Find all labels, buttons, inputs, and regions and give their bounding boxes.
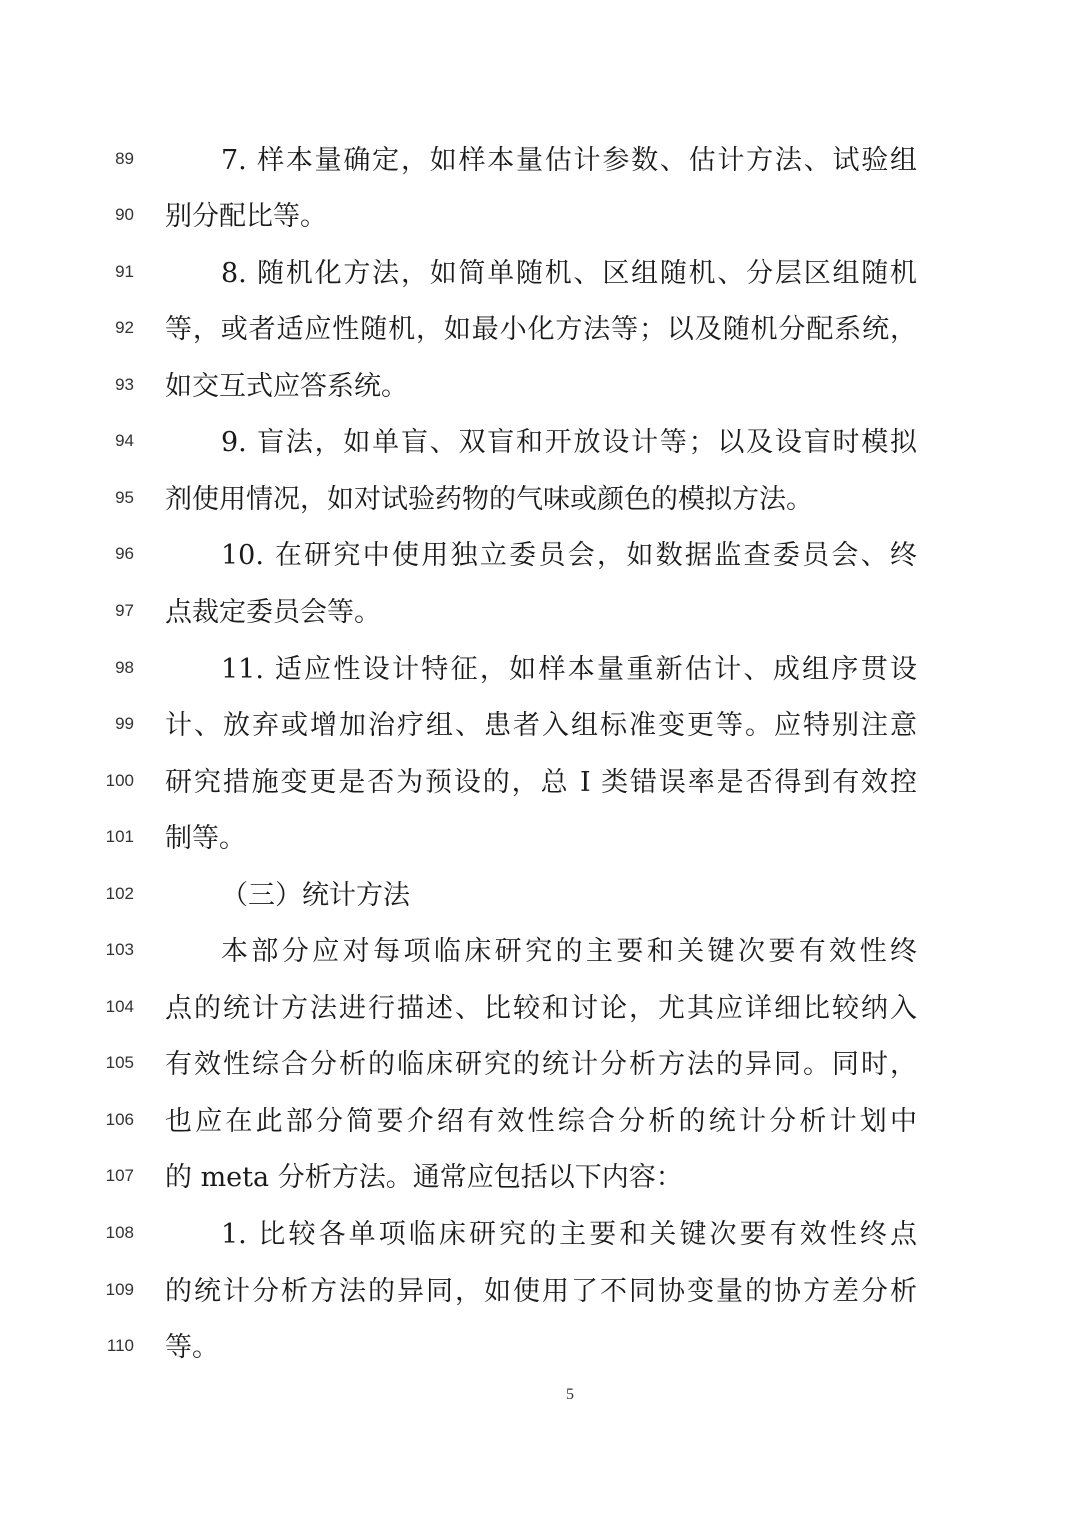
line-number: 92 [115, 318, 134, 337]
line-text: 点裁定委员会等。 [165, 597, 381, 628]
line-text: 研究措施变更是否为预设的，总 I 类错误率是否得到有效控 [165, 767, 917, 798]
text-line [0, 367, 1080, 407]
section-heading: （三）统计方法 [221, 880, 410, 911]
line-text: 的 meta 分析方法。通常应包括以下内容： [165, 1162, 683, 1193]
text-line [0, 706, 1080, 746]
line-text: 制等。 [165, 823, 246, 854]
line-text: 1. 比较各单项临床研究的主要和关键次要有效性终点 [221, 1219, 917, 1250]
line-number: 107 [105, 1166, 134, 1185]
line-text: 本部分应对每项临床研究的主要和关键次要有效性终 [221, 936, 917, 967]
line-number: 101 [105, 827, 134, 846]
line-text: 计、放弃或增加治疗组、患者入组标准变更等。应特别注意 [165, 710, 917, 741]
line-number: 105 [105, 1053, 134, 1072]
line-text: 别分配比等。 [165, 201, 327, 232]
line-text: 11. 适应性设计特征，如样本量重新估计、成组序贯设 [221, 654, 917, 685]
line-number: 91 [115, 262, 134, 281]
line-text: 有效性综合分析的临床研究的统计分析方法的异同。同时， [165, 1049, 917, 1080]
line-number: 104 [105, 997, 134, 1016]
line-number: 108 [105, 1223, 134, 1242]
text-line [0, 1045, 1080, 1085]
text-line [0, 932, 1080, 972]
text-line [0, 876, 1080, 916]
line-text: 等。 [165, 1332, 219, 1363]
line-text: 也应在此部分简要介绍有效性综合分析的统计分析计划中 [165, 1106, 917, 1137]
text-line [0, 819, 1080, 859]
line-number: 96 [115, 544, 134, 563]
line-text: 等，或者适应性随机，如最小化方法等；以及随机分配系统， [165, 314, 917, 345]
line-number: 94 [115, 431, 134, 450]
line-text: 8. 随机化方法，如简单随机、区组随机、分层区组随机 [221, 258, 917, 289]
line-text: 10. 在研究中使用独立委员会，如数据监查委员会、终 [221, 540, 917, 571]
text-line [0, 254, 1080, 294]
text-line [0, 197, 1080, 237]
line-text: 9. 盲法，如单盲、双盲和开放设计等；以及设盲时模拟 [221, 427, 917, 458]
line-number: 103 [105, 940, 134, 959]
line-number: 102 [105, 884, 134, 903]
line-number: 100 [105, 771, 134, 790]
line-number: 89 [115, 149, 134, 168]
text-line [0, 141, 1080, 181]
text-line [0, 1272, 1080, 1312]
line-text: 剂使用情况，如对试验药物的气味或颜色的模拟方法。 [165, 484, 813, 515]
text-line [0, 650, 1080, 690]
line-number: 106 [105, 1110, 134, 1129]
page-number: 5 [566, 1386, 574, 1403]
line-text: 如交互式应答系统。 [165, 371, 408, 402]
line-number: 98 [115, 658, 134, 677]
line-number: 110 [106, 1336, 134, 1355]
text-line [0, 1328, 1080, 1368]
line-number: 97 [115, 601, 134, 620]
text-line [0, 310, 1080, 350]
line-number: 109 [105, 1280, 134, 1299]
line-number: 93 [115, 375, 134, 394]
text-line [0, 763, 1080, 803]
text-line [0, 1158, 1080, 1198]
line-text: 的统计分析方法的异同，如使用了不同协变量的协方差分析 [165, 1276, 917, 1307]
line-text: 点的统计方法进行描述、比较和讨论，尤其应详细比较纳入 [165, 993, 917, 1024]
text-line [0, 989, 1080, 1029]
text-line [0, 423, 1080, 463]
text-line [0, 1215, 1080, 1255]
text-line [0, 536, 1080, 576]
line-number: 99 [115, 714, 134, 733]
line-number: 95 [115, 488, 134, 507]
text-line [0, 480, 1080, 520]
line-text: 7. 样本量确定，如样本量估计参数、估计方法、试验组 [221, 145, 917, 176]
line-number: 90 [115, 205, 134, 224]
text-line [0, 593, 1080, 633]
text-line [0, 1102, 1080, 1142]
